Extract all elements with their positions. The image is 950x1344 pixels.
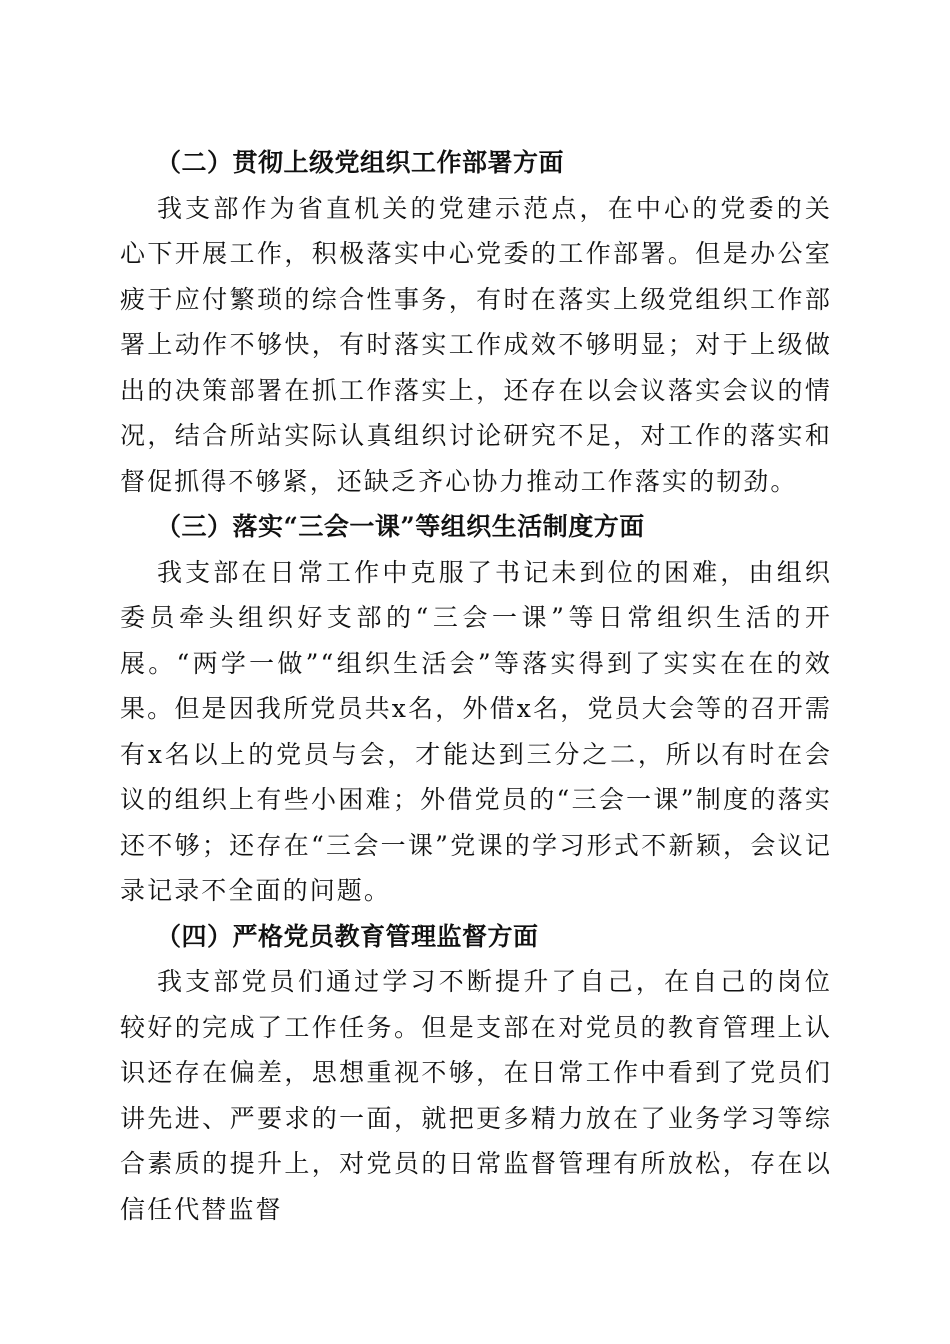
section-heading-4: （四）严格党员教育管理监督方面 <box>156 921 539 951</box>
section-heading-2: （二）贯彻上级党组织工作部署方面 <box>156 148 565 177</box>
document-body <box>120 140 832 1232</box>
section-heading-3: （三）落实“三会一课”等组织生活制度方面 <box>156 512 645 541</box>
section-paragraph-2: 我支部作为省直机关的党建示范点，在中心的党委的关心下开展工作，积极落实中心党委的工作部署。但是办公室疲于应付繁琐的综合性事务，有时在落实上级党组织工作部署上动作不够快，有时落实工作成效不够明显；对于上级做出的决策部署在抓工作落实上，还存在以会议落实会议的情况，结合所站实际认真组织讨论研究不足，对工作的落实和督促抓得不够紧，还缺乏齐心协力推动工作落实的韧劲。 <box>120 193 832 496</box>
section-paragraph-3: 我支部在日常工作中克服了书记未到位的困难，由组织委员牵头组织好支部的“三会一课”等日常组织生活的开展。“两学一做”“组织生活会”等落实得到了实实在在的效果。但是因我所党员共x名，外借x名，党员大会等的召开需有x名以上的党员与会，才能达到三分之二，所以有时在会议的组织上有些小困难；外借党员的“三会一课”制度的落实还不够；还存在“三会一课”党课的学习形式不新颖，会议记录记录不全面的问题。 <box>120 557 832 905</box>
section-paragraph-4: 我支部党员们通过学习不断提升了自己，在自己的岗位较好的完成了工作任务。但是支部在对党员的教育管理上认识还存在偏差，思想重视不够，在日常工作中看到了党员们讲先进、严要求的一面，就把更多精力放在了业务学习等综合素质的提升上，对党员的日常监督管理有所放松，存在以信任代替监督 <box>120 967 832 1224</box>
